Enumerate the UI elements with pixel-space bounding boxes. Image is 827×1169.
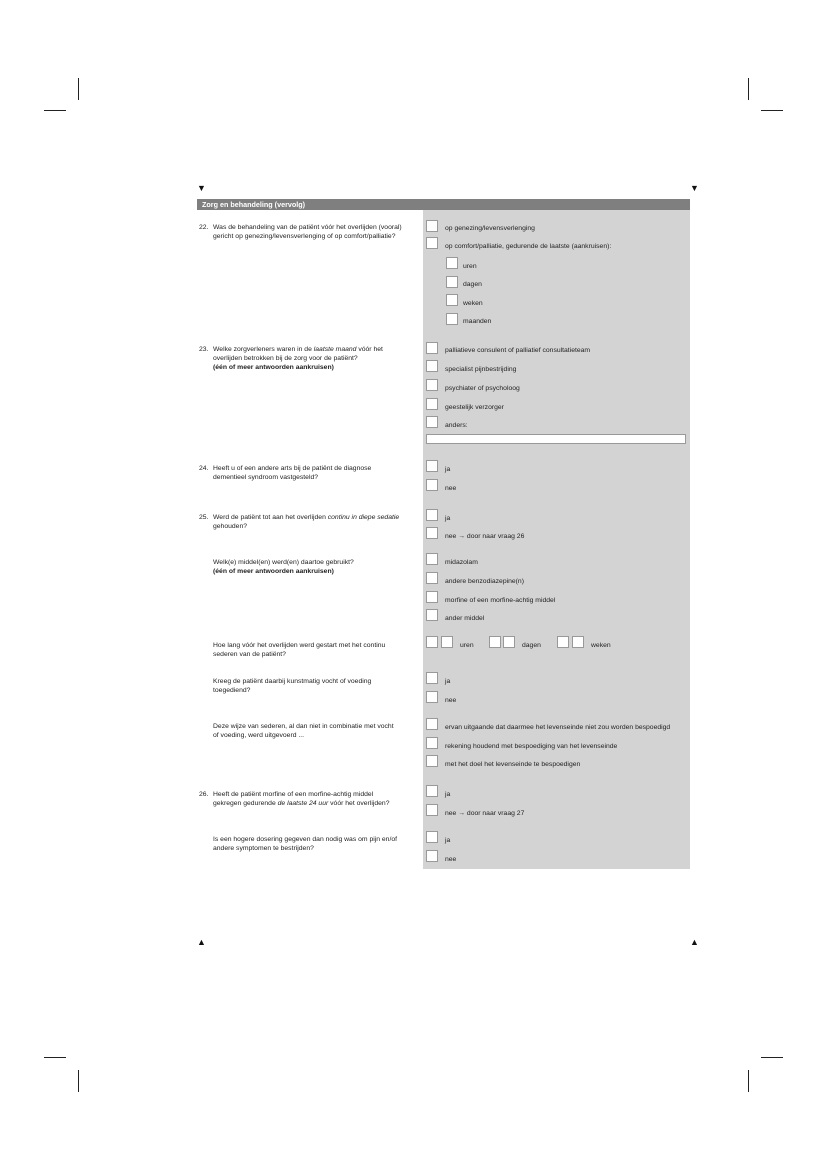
question-25-text: Werd de patiënt tot aan het overlijden continu in diepe sedatie gehouden? bbox=[213, 514, 400, 530]
option-label: rekening houdend met bespoediging van het levenseinde bbox=[445, 743, 618, 750]
checkbox[interactable] bbox=[446, 294, 458, 306]
checkbox[interactable] bbox=[446, 313, 458, 325]
digit-box[interactable] bbox=[557, 636, 569, 648]
option-label: nee → door naar vraag 27 bbox=[445, 810, 525, 817]
crop-mark bbox=[44, 1057, 66, 1058]
option-label: maanden bbox=[463, 318, 492, 325]
option-label: nee → door naar vraag 26 bbox=[445, 533, 525, 540]
question-24-text: Heeft u of een andere arts bij de patiënt de diagnose dementieel syndroom vastgesteld? bbox=[213, 465, 372, 481]
other-text-field[interactable] bbox=[426, 434, 686, 444]
option-label: ervan uitgaande dat daarmee het levenseinde niet zou worden bespoedigd bbox=[445, 724, 671, 731]
question-number: 22. bbox=[199, 224, 209, 231]
option-label: met het doel het levenseinde te bespoedigen bbox=[445, 761, 581, 768]
option-label: weken bbox=[463, 300, 483, 307]
checkbox[interactable] bbox=[426, 237, 438, 249]
question-25-duration-text: Hoe lang vóór het overlijden werd gestart met het continu sederen van de patiënt? bbox=[213, 642, 386, 658]
crop-mark bbox=[748, 1070, 749, 1092]
crop-mark bbox=[748, 78, 749, 100]
section-header: Zorg en behandeling (vervolg) bbox=[197, 199, 690, 210]
unit-label: dagen bbox=[522, 642, 541, 649]
crop-mark bbox=[78, 78, 79, 100]
checkbox[interactable] bbox=[426, 220, 438, 232]
option-label: nee bbox=[445, 856, 457, 863]
question-22-text: Was de behandeling van de patiënt vóór het overlijden (vooral) gericht op genezing/levensverlenging of op comfort/palliatie? bbox=[213, 224, 402, 240]
checkbox[interactable] bbox=[446, 257, 458, 269]
question-25-medication-text: Welk(e) middel(en) werd(en) daartoe gebruikt? (één of meer antwoorden aankruisen) bbox=[213, 559, 354, 575]
digit-box[interactable] bbox=[441, 636, 453, 648]
option-label: nee bbox=[445, 485, 457, 492]
option-label: palliatieve consulent of palliatief consultatieteam bbox=[445, 347, 591, 354]
option-label: andere benzodiazepine(n) bbox=[445, 578, 524, 585]
option-label: ja bbox=[445, 515, 451, 522]
checkbox[interactable] bbox=[426, 850, 438, 862]
checkbox[interactable] bbox=[426, 479, 438, 491]
option-label: ander middel bbox=[445, 615, 485, 622]
crop-mark bbox=[761, 110, 783, 111]
crop-mark bbox=[761, 1057, 783, 1058]
checkbox[interactable] bbox=[426, 342, 438, 354]
question-23-text: Welke zorgverleners waren in de laatste maand vóór het overlijden betrokken bij de zorg voor de patiënt? (één of meer antwoorden aankruisen) bbox=[213, 346, 383, 371]
checkbox[interactable] bbox=[426, 718, 438, 730]
checkbox[interactable] bbox=[426, 379, 438, 391]
checkbox[interactable] bbox=[426, 509, 438, 521]
question-25-intent-text: Deze wijze van sederen, al dan niet in combinatie met vocht of voeding, werd uitgevoerd ... bbox=[213, 723, 394, 739]
option-label: ja bbox=[445, 791, 451, 798]
checkbox[interactable] bbox=[446, 276, 458, 288]
checkbox[interactable] bbox=[426, 785, 438, 797]
checkbox[interactable] bbox=[426, 804, 438, 816]
option-label: psychiater of psycholoog bbox=[445, 385, 520, 392]
checkbox[interactable] bbox=[426, 737, 438, 749]
option-label: specialist pijnbestrijding bbox=[445, 366, 517, 373]
checkbox[interactable] bbox=[426, 553, 438, 565]
triangle-down-icon: ▼ bbox=[690, 183, 699, 193]
checkbox[interactable] bbox=[426, 360, 438, 372]
checkbox[interactable] bbox=[426, 398, 438, 410]
triangle-down-icon: ▼ bbox=[197, 183, 206, 193]
option-label: ja bbox=[445, 466, 451, 473]
checkbox[interactable] bbox=[426, 672, 438, 684]
checkbox[interactable] bbox=[426, 609, 438, 621]
triangle-up-icon: ▲ bbox=[690, 937, 699, 947]
option-label: ja bbox=[445, 837, 451, 844]
option-label: midazolam bbox=[445, 559, 478, 566]
digit-box[interactable] bbox=[426, 636, 438, 648]
question-number: 23. bbox=[199, 346, 209, 353]
checkbox[interactable] bbox=[426, 755, 438, 767]
question-26-text: Heeft de patiënt morfine of een morfine-achtig middel gekregen gedurende de laatste 24 uur vóór het overlijden? bbox=[213, 791, 390, 807]
option-label: ja bbox=[445, 678, 451, 685]
question-number: 26. bbox=[199, 791, 209, 798]
unit-label: uren bbox=[460, 642, 474, 649]
checkbox[interactable] bbox=[426, 572, 438, 584]
question-25-fluid-text: Kreeg de patiënt daarbij kunstmatig vocht of voeding toegediend? bbox=[213, 678, 372, 694]
digit-box[interactable] bbox=[503, 636, 515, 648]
question-26-dosage-text: Is een hogere dosering gegeven dan nodig was om pijn en/of andere symptomen te bestrijden? bbox=[213, 836, 398, 852]
question-number: 25. bbox=[199, 514, 209, 521]
crop-mark bbox=[44, 110, 66, 111]
option-label: nee bbox=[445, 697, 457, 704]
crop-mark bbox=[78, 1070, 79, 1092]
triangle-up-icon: ▲ bbox=[197, 937, 206, 947]
checkbox[interactable] bbox=[426, 460, 438, 472]
option-label: op comfort/palliatie, gedurende de laatste (aankruisen): bbox=[445, 243, 612, 250]
digit-box[interactable] bbox=[489, 636, 501, 648]
option-label: geestelijk verzorger bbox=[445, 404, 504, 411]
option-label: dagen bbox=[463, 281, 482, 288]
checkbox[interactable] bbox=[426, 691, 438, 703]
checkbox[interactable] bbox=[426, 416, 438, 428]
option-label: morfine of een morfine-achtig middel bbox=[445, 597, 556, 604]
option-label: op genezing/levensverlenging bbox=[445, 225, 535, 232]
checkbox[interactable] bbox=[426, 527, 438, 539]
checkbox[interactable] bbox=[426, 591, 438, 603]
unit-label: weken bbox=[591, 642, 611, 649]
digit-box[interactable] bbox=[572, 636, 584, 648]
question-number: 24. bbox=[199, 465, 209, 472]
checkbox[interactable] bbox=[426, 831, 438, 843]
option-label: uren bbox=[463, 263, 477, 270]
option-label: anders: bbox=[445, 422, 468, 429]
